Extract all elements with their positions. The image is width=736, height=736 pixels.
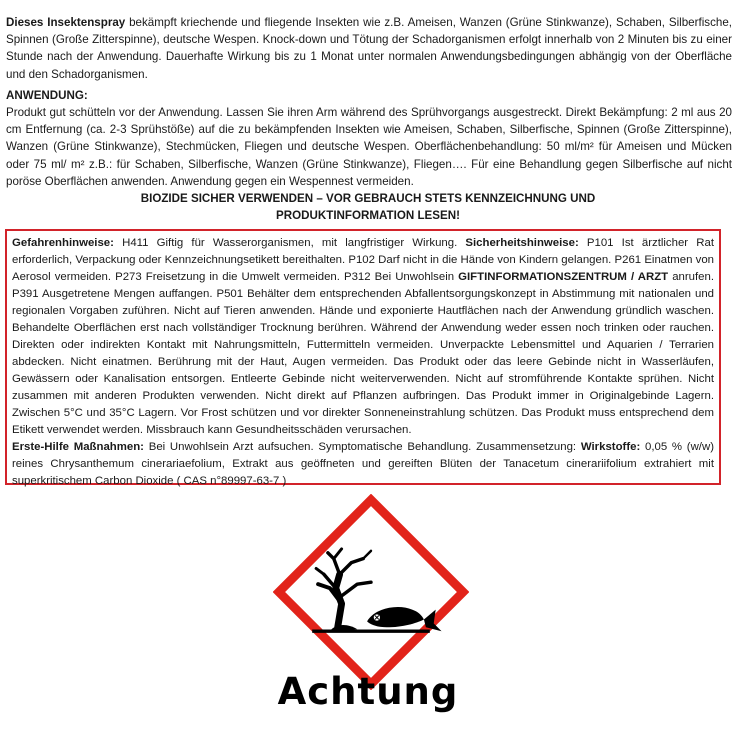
safety-banner <box>80 190 656 224</box>
hazard-paragraph <box>12 235 714 490</box>
first-aid-text: Bei Unwohlsein Arzt aufsuchen. Symptomatische Behandlung. Zusammensetzung: <box>143 441 581 453</box>
safety-text-1: P101 Ist ärztlicher Rat erforderlich, Verpackung oder Kennzeichnungsetikett bereithalten. P102 Darf nicht in die Hände von Kindern gelangen. P261 Einatmen von Aerosol vermeiden. P273 Freisetzung in die Umwelt vermeiden. P312 Bei Unwohlsein <box>12 237 714 283</box>
intro-text: bekämpft kriechende und fliegende Insekten wie z.B. Ameisen, Wanzen (Grüne Stinkwanze), Schaben, Silberfische, Spinnen (Große Zitterspinne), deutsche Wespen. Knock-down und Tötung der Schadorganismen erfolgt innerhalb von 2 Minuten bis zu einer Stunde nach der Anwendung. Dauerhafte Wirkung bis zu 1 Monat unter normalen Anwendungsbedingungen abhängig von der Oberfläche und den Schadorganismen. <box>6 16 732 81</box>
first-aid-label: Erste-Hilfe Maßnahmen: <box>12 441 144 453</box>
safety-text-2: anrufen. P391 Ausgetretene Mengen auffangen. P501 Behälter dem entsprechenden Abfallentsorgungskonzept in Abstimmung mit nationalen und regionalen Vorgaben zuführen. Nicht auf Tieren anwenden. Hände und exponierte Hautflächen nach der Anwendung gründlich waschen. Behandelte Oberflächen erst nach vollständiger Trocknung berühren. Während der Anwendung weder essen noch trinken oder rauchen. Direkten oder indirekten Kontakt mit Nahrungsmitteln, Futtermitteln vermeiden. Unverpackte Lebensmittel und Aquarien / Terrarien abdecken. Nicht einatmen. Berührung mit der Haut, Augen vermeiden. Das Produkt oder das leere Gebinde nicht in Wasserläufen, Gewässern oder Kanalisation entsorgen. Entleerte Gebinde nicht weiterverwenden. Nicht auf stromführende Kontakte sprühen. Nicht zusammen mit anderen Produkten verwenden. Nicht direkt auf Pflanzen aufbringen. Das Produkt immer in Originalgebinde Lagern. Zwischen 5°C und 35°C Lagern. Vor Frost schützen und vor direkter Sonneneinstrahlung schützen. Das Produkt muss entsprechend dem Etikett verwendet werden. Missbrauch kann Gesundheitsschäden verursachen. <box>12 271 715 436</box>
active-substances-label: Wirkstoffe: <box>580 441 641 453</box>
banner-line-1: BIOZIDE SICHER VERWENDEN – VOR GEBRAUCH STETS KENNZEICHNUNG UND <box>140 192 596 205</box>
intro-paragraph <box>6 14 732 83</box>
intro-lead: Dieses Insektenspray <box>6 16 126 29</box>
signal-word: Achtung <box>277 670 459 713</box>
hazard-box <box>5 229 721 485</box>
hazard-text: H411 Giftig für Wasserorganismen, mit langfristiger Wirkung. <box>113 237 466 249</box>
usage-heading: ANWENDUNG: <box>6 89 88 102</box>
safety-label: Sicherheitshinweise: <box>465 237 579 249</box>
pictogram-diamond <box>279 500 463 684</box>
usage-paragraph: Produkt gut schütteln vor der Anwendung. Lassen Sie ihren Arm während des Sprühvorgangs ausgestreckt. Direkt Bekämpfung: 2 ml aus 20 cm Entfernung (ca. 2-3 Sprühstöße) auf die zu bekämpfenden Insekten wie Ameisen, Schaben, Silberfische, Spinnen (Große Zitterspinne), Wanzen (Grüne Stinkwanze), Stechmücken, Fliegen und deutsche Wespen. Oberflächenbehandlung: 50 ml/m² für Ameisen und Mücken oder 75 ml/ m² z.B.: für Schaben, Silberfische, Wanzen (Grüne Stinkwanze), Fliegen…. Für eine Behandlung gegen Silberfische auf nicht poröse Oberflächen anwenden. Anwendung gegen ein Wespennest vermeiden. <box>6 106 732 188</box>
banner-line-2: PRODUKTINFORMATION LESEN! <box>276 209 460 222</box>
poison-center-label: GIFTINFORMATIONSZENTRUM / ARZT <box>458 271 669 283</box>
hazard-label: Gefahrenhinweise: <box>12 237 114 249</box>
environment-hazard-ghs09-icon <box>273 494 469 690</box>
active-substances-text: 0,05 % (w/w) reines Chrysanthemum cinerariaefolium, Extrakt aus geöffneten und gereiften Blüten der Tanacetum cinerariifolium extrahiert mit superkritischem Carbon Dioxide ( CAS n°89997-63-7 ) <box>12 441 714 487</box>
